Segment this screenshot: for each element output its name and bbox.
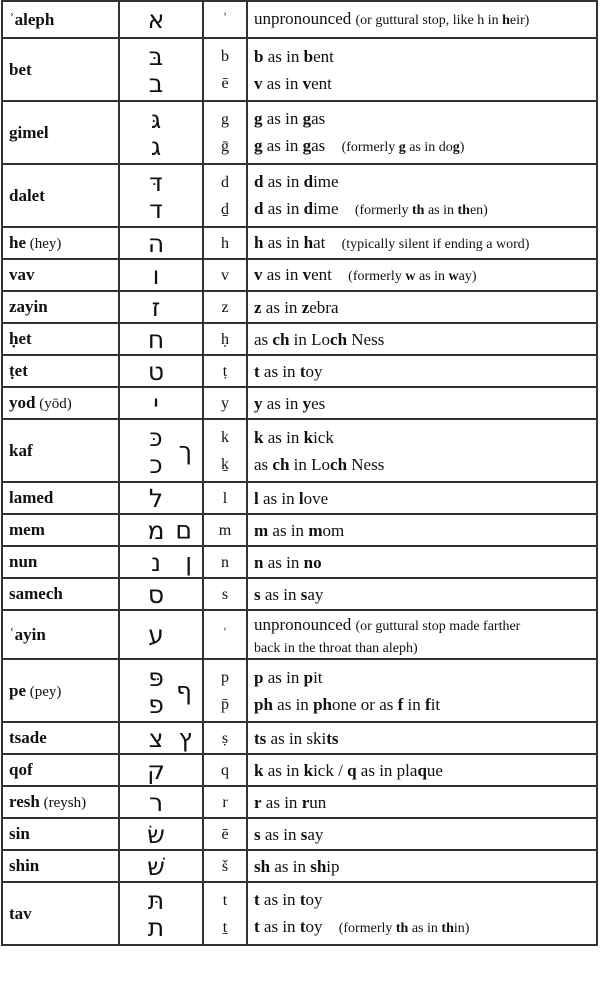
pronunciation-line: l as in love (254, 488, 329, 508)
pronunciation-line: ts as in skits (254, 728, 339, 748)
hebrew-letter (119, 227, 203, 259)
letter-name (2, 323, 119, 355)
letter-name (2, 227, 119, 259)
hebrew-glyph: שׂ (147, 819, 165, 849)
letter-name (2, 659, 119, 722)
hebrew-glyph: ה (147, 228, 165, 258)
letter-name (2, 610, 119, 659)
pronunciation-line: k as in kick (254, 427, 334, 447)
transliteration (203, 754, 247, 786)
hebrew-final-form: ם (175, 515, 192, 545)
pronunciation (247, 291, 597, 323)
hebrew-glyph: דּ (149, 167, 163, 197)
transliteration-text: v (221, 266, 229, 284)
hebrew-glyph: צ (148, 723, 164, 753)
transliteration-text: m (218, 521, 232, 539)
hebrew-letter (119, 610, 203, 659)
table-row (2, 355, 597, 387)
hebrew-glyph: ו (152, 260, 160, 290)
hebrew-glyph: ב (148, 68, 164, 98)
transliteration (203, 482, 247, 514)
hebrew-glyph: ק (147, 755, 165, 785)
letter-name-text: samech (9, 584, 63, 603)
letter-name (2, 786, 119, 818)
transliteration (203, 722, 247, 754)
table-row (2, 514, 597, 546)
pronunciation (247, 882, 597, 945)
table-row (2, 659, 597, 722)
table-row (2, 291, 597, 323)
transliteration (203, 659, 247, 722)
hebrew-letter (119, 387, 203, 419)
letter-name (2, 482, 119, 514)
transliteration-text: l (222, 489, 228, 507)
table-row (2, 754, 597, 786)
letter-name-text: zayin (9, 297, 48, 316)
letter-name-text: dalet (9, 185, 45, 205)
pronunciation (247, 419, 597, 482)
letter-name-text: pe (9, 680, 26, 700)
transliteration (203, 291, 247, 323)
transliteration-text: n (221, 553, 229, 571)
transliteration (203, 514, 247, 546)
hebrew-letter (119, 101, 203, 164)
pronunciation (247, 482, 597, 514)
pronunciation-line: t as in toy (formerly th as in thin) (254, 916, 470, 936)
hebrew-glyph: שׁ (147, 851, 165, 881)
transliteration-text: g (221, 110, 229, 128)
hebrew-letter (119, 786, 203, 818)
pronunciation (247, 786, 597, 818)
pronunciation-line: unpronounced (or guttural stop, like h in heir) (254, 9, 530, 28)
pronunciation-line: v as in vent (formerly w as in way) (254, 264, 477, 284)
transliteration (203, 164, 247, 227)
pronunciation-line: n as in no (254, 552, 322, 572)
pronunciation (247, 754, 597, 786)
letter-name (2, 546, 119, 578)
pronunciation-line: s as in say (254, 584, 324, 604)
hebrew-glyph: ח (147, 324, 165, 354)
hebrew-glyph: ר (148, 787, 164, 817)
table-row (2, 546, 597, 578)
hebrew-glyph: ג (150, 131, 162, 161)
hebrew-final-form: ף (176, 676, 192, 705)
hebrew-glyph: פ (148, 689, 164, 719)
pronunciation-line: v as in vent (254, 73, 332, 93)
hebrew-glyph: ז (151, 292, 161, 322)
hebrew-glyph: א (147, 5, 165, 34)
pronunciation (247, 610, 597, 659)
table-row (2, 818, 597, 850)
hebrew-final-form: ן (185, 547, 192, 577)
pronunciation (247, 1, 597, 38)
hebrew-letter (119, 514, 203, 546)
pronunciation-line: s as in say (254, 824, 324, 844)
hebrew-final-form: ץ (178, 723, 192, 753)
letter-name-text: ṭet (9, 361, 28, 380)
letter-name (2, 101, 119, 164)
transliteration-text: ṣ (221, 729, 229, 747)
transliteration (203, 323, 247, 355)
pronunciation-line: p as in pit (254, 667, 323, 687)
hebrew-glyph: ל (148, 483, 164, 513)
pronunciation-line: t as in toy (254, 361, 323, 381)
hebrew-final-form: ך (178, 436, 192, 465)
table-row (2, 419, 597, 482)
hebrew-letter (119, 355, 203, 387)
transliteration-text: r (222, 793, 228, 811)
pronunciation (247, 164, 597, 227)
hebrew-glyph: ט (147, 356, 165, 386)
transliteration-text: ē (221, 74, 229, 92)
pronunciation-line: ph as in phone or as f in fit (254, 694, 441, 714)
pronunciation-line: d as in dime (formerly th as in then) (254, 198, 488, 218)
pronunciation-line: back in the throat than aleph) (254, 641, 418, 656)
transliteration-text: š (221, 857, 229, 875)
letter-name (2, 514, 119, 546)
hebrew-letter (119, 882, 203, 945)
table-row (2, 482, 597, 514)
hebrew-letter (119, 419, 203, 482)
transliteration-text: y (221, 394, 229, 412)
table-row (2, 1, 597, 38)
letter-name (2, 850, 119, 882)
letter-name-text: lamed (9, 488, 54, 507)
hebrew-glyph: בּ (148, 41, 164, 71)
pronunciation (247, 850, 597, 882)
transliteration (203, 818, 247, 850)
pronunciation-line: t as in toy (254, 889, 323, 909)
pronunciation-line: g as in gas (254, 108, 326, 128)
transliteration-text: ḏ (221, 200, 229, 218)
hebrew-glyph: כ (149, 449, 163, 479)
hebrew-glyph: כּ (149, 422, 163, 452)
pronunciation-line: as ch in Loch Ness (254, 329, 385, 349)
letter-name (2, 387, 119, 419)
transliteration-text: p̄ (221, 695, 229, 713)
table-row (2, 259, 597, 291)
letter-name-alt: (reysh) (39, 795, 87, 811)
transliteration-text: ṯ (222, 918, 228, 936)
letter-name-text: yod (9, 393, 36, 412)
transliteration (203, 610, 247, 659)
pronunciation-line: as ch in Loch Ness (254, 454, 385, 474)
transliteration (203, 227, 247, 259)
transliteration-text: t (222, 891, 228, 909)
hebrew-glyph: גּ (150, 104, 162, 134)
pronunciation-line: b as in bent (254, 46, 334, 66)
pronunciation-line: k as in kick / q as in plaque (254, 760, 443, 780)
transliteration-text: ṭ (222, 362, 228, 380)
hebrew-letter (119, 323, 203, 355)
hebrew-letter (119, 754, 203, 786)
transliteration-text: p (221, 668, 229, 686)
letter-name-text: he (9, 233, 26, 252)
pronunciation (247, 818, 597, 850)
table-row (2, 387, 597, 419)
letter-name (2, 754, 119, 786)
hebrew-glyph: מ (147, 515, 165, 545)
hebrew-letter (119, 659, 203, 722)
transliteration-text: ḥ (221, 330, 229, 348)
pronunciation (247, 387, 597, 419)
transliteration-text: ʿ (222, 626, 228, 643)
transliteration-text: s (221, 585, 229, 603)
hebrew-glyph: תּ (147, 885, 165, 915)
transliteration-text: q (221, 761, 229, 779)
transliteration-text: b (221, 47, 229, 65)
table-body (2, 1, 597, 945)
transliteration-text: z (221, 298, 229, 316)
hebrew-letter (119, 259, 203, 291)
transliteration-text: ē (221, 825, 229, 843)
hebrew-glyph: ע (148, 620, 164, 649)
pronunciation (247, 227, 597, 259)
letter-name-text: ʾaleph (9, 9, 55, 29)
pronunciation (247, 722, 597, 754)
table-row (2, 610, 597, 659)
transliteration-text: ḡ (221, 137, 229, 155)
pronunciation (247, 323, 597, 355)
letter-name-text: kaf (9, 440, 33, 460)
letter-name-text: shin (9, 856, 40, 875)
transliteration (203, 546, 247, 578)
pronunciation-line: y as in yes (254, 393, 326, 413)
hebrew-letter (119, 722, 203, 754)
hebrew-glyph: ת (147, 912, 165, 942)
hebrew-glyph: נ (150, 547, 161, 577)
letter-name-alt: (yōd) (35, 396, 72, 412)
letter-name-text: mem (9, 520, 45, 539)
pronunciation-line: unpronounced (or guttural stop made farther (254, 615, 521, 634)
pronunciation (247, 355, 597, 387)
hebrew-glyph: פּ (148, 662, 164, 692)
hebrew-alphabet-table (1, 0, 598, 946)
table-row (2, 850, 597, 882)
hebrew-letter (119, 291, 203, 323)
letter-name (2, 419, 119, 482)
hebrew-letter (119, 546, 203, 578)
transliteration-text: k (221, 428, 229, 446)
pronunciation-line: g as in gas (formerly g as in dog) (254, 135, 465, 155)
transliteration (203, 355, 247, 387)
pronunciation-line: m as in mom (254, 520, 345, 540)
table-row (2, 578, 597, 610)
letter-name-alt: (hey) (26, 236, 62, 252)
hebrew-letter (119, 1, 203, 38)
pronunciation (247, 38, 597, 101)
transliteration-text: ḵ (221, 455, 229, 473)
pronunciation (247, 659, 597, 722)
letter-name-text: tsade (9, 728, 47, 747)
table-row (2, 164, 597, 227)
letter-name (2, 259, 119, 291)
letter-name-text: qof (9, 760, 33, 779)
letter-name (2, 291, 119, 323)
hebrew-letter (119, 482, 203, 514)
letter-name (2, 164, 119, 227)
letter-name-text: resh (9, 792, 40, 811)
hebrew-letter (119, 818, 203, 850)
letter-name (2, 818, 119, 850)
letter-name-text: nun (9, 552, 38, 571)
table-row (2, 227, 597, 259)
transliteration (203, 387, 247, 419)
letter-name (2, 1, 119, 38)
letter-name-text: ʿayin (9, 624, 46, 644)
hebrew-glyph: י (153, 388, 159, 418)
pronunciation (247, 259, 597, 291)
pronunciation (247, 101, 597, 164)
letter-name-text: bet (9, 59, 32, 79)
transliteration (203, 578, 247, 610)
letter-name-text: vav (9, 265, 35, 284)
transliteration (203, 101, 247, 164)
hebrew-letter (119, 164, 203, 227)
letter-name (2, 38, 119, 101)
table-row (2, 323, 597, 355)
hebrew-letter (119, 850, 203, 882)
table-row (2, 786, 597, 818)
transliteration (203, 882, 247, 945)
transliteration (203, 419, 247, 482)
letter-name-text: gimel (9, 122, 49, 142)
letter-name (2, 722, 119, 754)
letter-name-text: sin (9, 824, 30, 843)
letter-name-text: tav (9, 903, 32, 923)
transliteration (203, 38, 247, 101)
pronunciation-line: r as in run (254, 792, 327, 812)
letter-name (2, 578, 119, 610)
table-row (2, 722, 597, 754)
hebrew-glyph: ס (147, 579, 165, 609)
transliteration-text: h (221, 234, 229, 252)
transliteration (203, 259, 247, 291)
transliteration-text: ʾ (222, 11, 228, 28)
letter-name (2, 882, 119, 945)
table-row (2, 38, 597, 101)
table-row (2, 101, 597, 164)
transliteration (203, 850, 247, 882)
transliteration (203, 786, 247, 818)
pronunciation (247, 514, 597, 546)
hebrew-letter (119, 38, 203, 101)
pronunciation (247, 546, 597, 578)
transliteration (203, 1, 247, 38)
letter-name-text: ḥet (9, 329, 32, 348)
pronunciation-line: z as in zebra (254, 297, 339, 317)
transliteration-text: d (221, 173, 229, 191)
letter-name (2, 355, 119, 387)
hebrew-letter (119, 578, 203, 610)
pronunciation-line: h as in hat (typically silent if ending a word) (254, 232, 530, 252)
hebrew-glyph: ד (149, 194, 163, 224)
table-row (2, 882, 597, 945)
pronunciation (247, 578, 597, 610)
pronunciation-line: d as in dime (254, 171, 339, 191)
letter-name-alt: (pey) (26, 683, 62, 700)
pronunciation-line: sh as in ship (254, 856, 340, 876)
